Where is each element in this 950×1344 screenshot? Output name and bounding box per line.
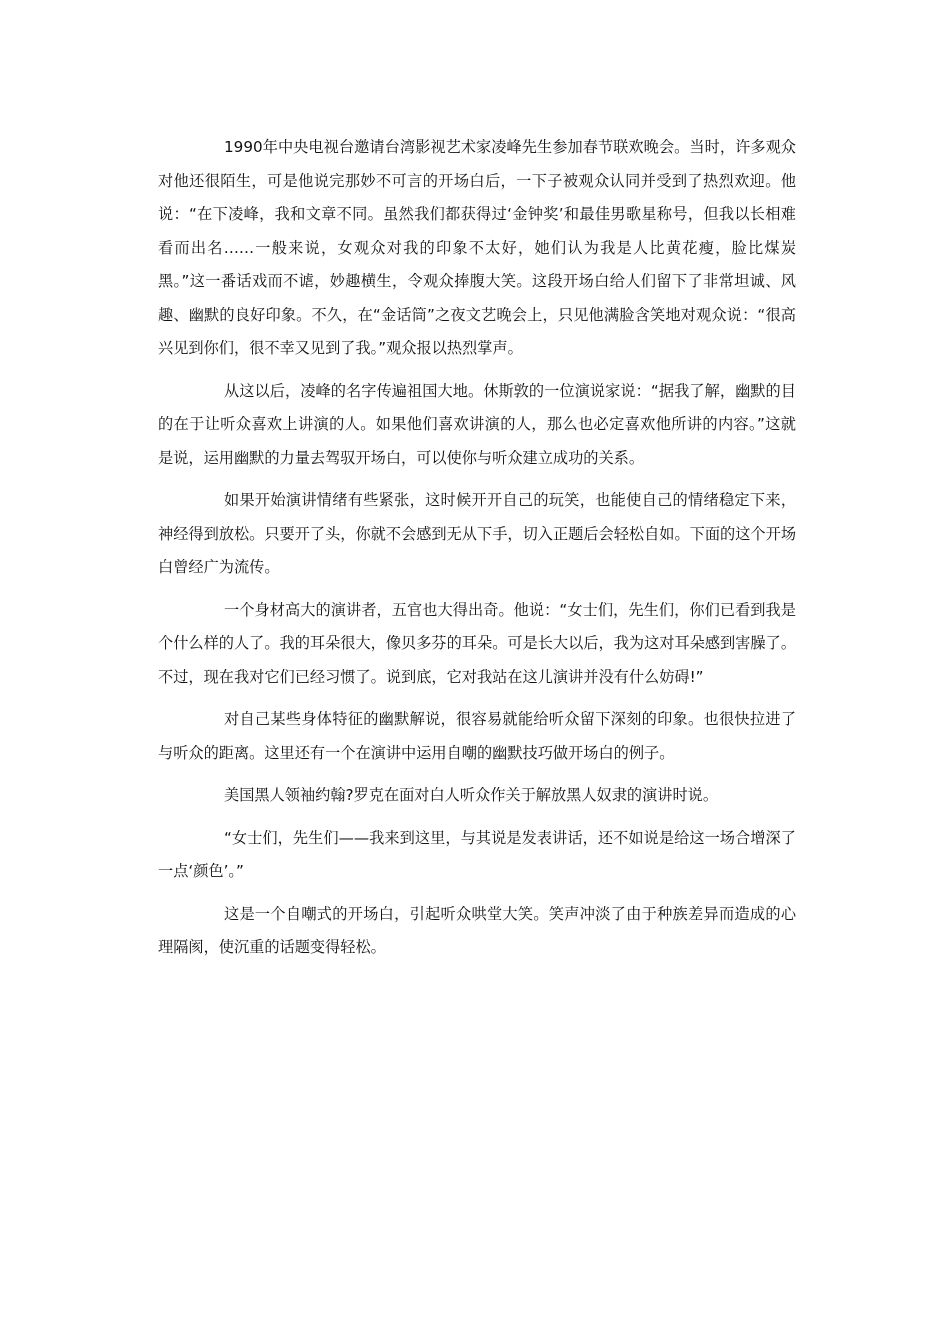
paragraph-5: 对自己某些身体特征的幽默解说，很容易就能给听众留下深刻的印象。也很快拉进了与听众的距离。这里还有一个在演讲中运用自嘲的幽默技巧做开场白的例子。 <box>158 710 796 762</box>
paragraph-7: “女士们，先生们——我来到这里，与其说是发表讲话，还不如说是给这一场合增深了一点‘颜色’。” <box>158 828 796 880</box>
paragraph-3: 如果开始演讲情绪有些紧张，这时候开开自己的玩笑，也能使自己的情绪稳定下来，神经得到放松。只要开了头，你就不会感到无从下手，切入正题后会轻松自如。下面的这个开场白曾经广为流传。 <box>158 491 796 576</box>
paragraph-6: 美国黑人领袖约翰?罗克在面对白人听众作关于解放黑人奴隶的演讲时说。 <box>224 786 719 804</box>
paragraph-4: 一个身材高大的演讲者，五官也大得出奇。他说：“女士们，先生们，你们已看到我是个什么样的人了。我的耳朵很大，像贝多芬的耳朵。可是长大以后，我为这对耳朵感到害臊了。不过，现在我对它们已经习惯了。说到底，它对我站在这儿演讲并没有什么妨碍!” <box>158 600 796 686</box>
paragraph-1: 1990年中央电视台邀请台湾影视艺术家凌峰先生参加春节联欢晚会。当时，许多观众对他还很陌生，可是他说完那妙不可言的开场白后，一下子被观众认同并受到了热烈欢迎。他说：“在下凌峰，我和文章不同。虽然我们都获得过‘金钟奖’和最佳男歌星称号，但我以长相难看而出名……一般来说，女观众对我的印象不太好，她们认为我是人比黄花瘦，脸比煤炭黑。”这一番话戏而不谑，妙趣横生，令观众捧腹大笑。这段开场白给人们留下了非常坦诚、风趣、幽默的良好印象。不久，在“金话筒”之夜文艺晚会上，只见他满脸含笑地对观众说：“很高兴见到你们，很不幸又见到了我。”观众报以热烈掌声。 <box>158 138 796 357</box>
paragraph-8: 这是一个自嘲式的开场白，引起听众哄堂大笑。笑声冲淡了由于种族差异而造成的心理隔阂，使沉重的话题变得轻松。 <box>158 904 796 956</box>
document-body <box>158 131 796 974</box>
paragraph-2: 从这以后，凌峰的名字传遍祖国大地。休斯敦的一位演说家说：“据我了解，幽默的目的在于让听众喜欢上讲演的人。如果他们喜欢讲演的人，那么也必定喜欢他所讲的内容。”这就是说，运用幽默的力量去驾驭开场白，可以使你与听众建立成功的关系。 <box>158 381 796 467</box>
